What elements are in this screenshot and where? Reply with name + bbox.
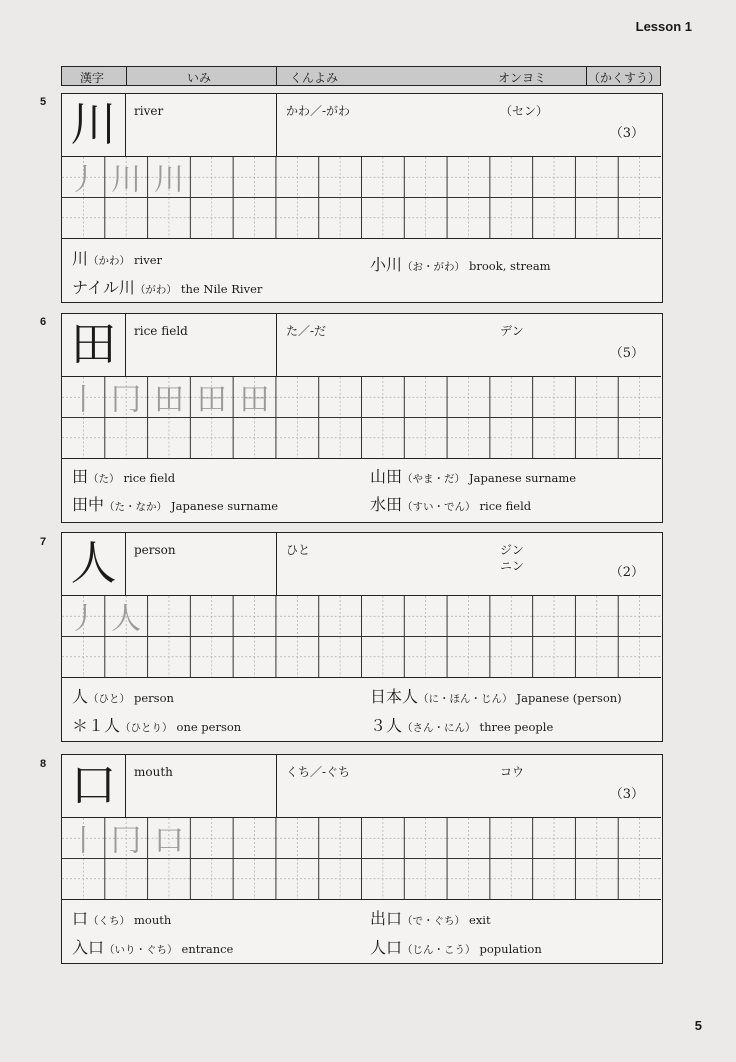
stroke-order-hint: 丿 (68, 162, 99, 198)
entry-number: 5 (40, 96, 47, 108)
kunyomi: ひと (286, 543, 311, 557)
header-kanji: 漢字 (80, 71, 105, 85)
entry-number: 7 (40, 536, 47, 548)
example-word: 人口（じん・こう） population (370, 938, 542, 957)
example-word: 川（かわ） river (72, 249, 162, 268)
stroke-order-hint: 冂 (111, 382, 142, 418)
kanji-entry-river (61, 93, 663, 303)
meaning: rice field (134, 324, 188, 338)
header-onyomi: オンヨミ (498, 71, 547, 85)
example-word: 田中（た・なか） Japanese surname (72, 495, 279, 514)
onyomi: デン (500, 324, 524, 338)
meaning: river (134, 104, 164, 118)
practice-grid (62, 376, 661, 459)
example-word: 出口（で・ぐち） exit (370, 909, 491, 928)
kanji-character: 人 (70, 536, 117, 590)
stroke-count: （2） (609, 565, 644, 580)
practice-grid (62, 156, 661, 239)
stroke-order-hint: 口 (153, 823, 184, 859)
practice-grid (62, 817, 661, 900)
stroke-order-hint: 川 (153, 162, 184, 198)
kanji-box (62, 755, 126, 817)
example-word: 人（ひと） person (72, 687, 174, 706)
meaning: mouth (134, 765, 173, 779)
entry-number: 6 (40, 316, 47, 328)
kunyomi: かわ／-がわ (286, 104, 351, 118)
kanji-character: 口 (70, 758, 117, 812)
kanji-box (62, 94, 126, 156)
stroke-count: （3） (609, 126, 644, 141)
lesson-label: Lesson 1 (635, 19, 692, 34)
stroke-order-hint: 冂 (111, 823, 142, 859)
example-word: 口（くち） mouth (72, 909, 172, 928)
example-word: 山田（やま・だ） Japanese surname (370, 467, 577, 486)
kunyomi: た／-だ (286, 324, 327, 338)
kanji-entry-rice-field (61, 313, 663, 523)
onyomi: ニン (500, 559, 525, 573)
example-word: ３人（さん・にん） three people (370, 716, 554, 735)
stroke-order-hint: 田 (196, 382, 227, 418)
stroke-order-hint: 田 (239, 382, 270, 418)
practice-grid (62, 595, 661, 678)
stroke-count: （5） (609, 346, 644, 361)
stroke-order-hint: 丿 (68, 601, 99, 637)
stroke-count: （3） (609, 787, 644, 802)
header-strokes: （かくすう） (588, 71, 661, 85)
stroke-order-hint: 人 (111, 601, 142, 637)
kunyomi: くち／-ぐち (286, 765, 351, 779)
example-word: 田（た） rice field (72, 467, 176, 486)
onyomi: （セン） (500, 104, 549, 118)
onyomi: コウ (500, 765, 525, 779)
kanji-character: 川 (70, 97, 117, 151)
stroke-order-hint: 丨 (68, 382, 99, 418)
meaning: person (134, 543, 176, 557)
page-number: 5 (694, 1018, 702, 1033)
example-word: 日本人（に・ほん・じん） Japanese (person) (370, 687, 622, 706)
header-kunyomi: くんよみ (290, 71, 339, 85)
example-word: 小川（お・がわ） brook, stream (370, 255, 551, 274)
example-word: 水田（すい・でん） rice field (370, 495, 532, 514)
kanji-box (62, 314, 126, 376)
example-word: 入口（いり・ぐち） entrance (72, 938, 234, 957)
stroke-order-hint: 田 (153, 382, 184, 418)
stroke-order-hint: 川 (111, 162, 142, 198)
header-imi: いみ (187, 71, 212, 85)
kanji-character: 田 (70, 317, 117, 371)
kanji-box (62, 533, 126, 595)
table-header (61, 66, 661, 86)
example-word: ナイル川（がわ） the Nile River (72, 278, 263, 297)
stroke-order-hint: 丨 (68, 823, 99, 859)
example-word: ＊１人（ひとり） one person (72, 716, 242, 735)
onyomi: ジン (500, 543, 524, 557)
kanji-entry-mouth (61, 754, 663, 964)
entry-number: 8 (40, 758, 47, 770)
kanji-entry-person (61, 532, 663, 742)
